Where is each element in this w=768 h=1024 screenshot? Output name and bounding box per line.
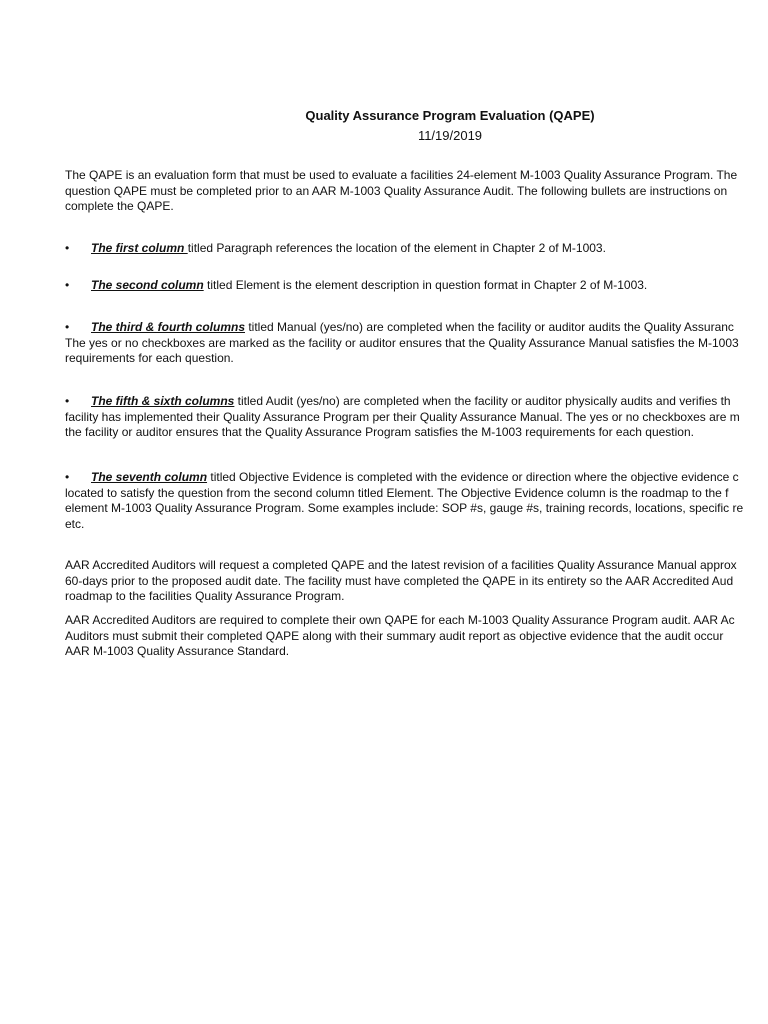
intro-paragraph	[65, 168, 737, 215]
paragraph-line: roadmap to the facilities Quality Assurance Program.	[65, 589, 345, 603]
intro-line: The QAPE is an evaluation form that must be used to evaluate a facilities 24-element M-1003 Quality Assurance Program. The	[65, 168, 738, 182]
bullet-emphasis: The seventh column	[91, 470, 208, 484]
intro-line: complete the QAPE.	[65, 199, 174, 213]
bullet-marker: •	[65, 394, 70, 408]
bullet-marker: •	[65, 470, 70, 484]
bullet-text: titled Objective Evidence is completed with the evidence or direction where the objective evidence c	[207, 470, 739, 484]
paragraph-line: Auditors must submit their completed QAPE along with their summary audit report as objective evidence that the audit occur	[65, 628, 724, 643]
bullet-line	[65, 320, 739, 336]
intro-line: question QAPE must be completed prior to an AAR M-1003 Quality Assurance Audit. The following bullets are instructions on	[65, 183, 728, 198]
paragraph-line: AAR Accredited Auditors are required to complete their own QAPE for each M-1003 Quality Assurance Program audit. AAR Ac	[65, 613, 735, 627]
bullet-emphasis: The first column	[91, 241, 188, 255]
paragraph-line: AAR M-1003 Quality Assurance Standard.	[65, 644, 290, 658]
bullet-continuation: facility has implemented their Quality Assurance Program per their Quality Assurance Manual. The yes or no checkboxes are m	[65, 409, 740, 424]
bullet-line	[65, 278, 647, 294]
bullet-marker: •	[65, 278, 70, 292]
bullet-emphasis: The fifth & sixth columns	[91, 394, 235, 408]
bullet-text: titled Audit (yes/no) are completed when the facility or auditor physically audits and verifies th	[234, 394, 731, 408]
document-title: Quality Assurance Program Evaluation (QAPE)	[305, 108, 595, 123]
bullet-continuation: etc.	[65, 516, 85, 531]
bullet-second-column	[65, 278, 647, 294]
paragraph-line: 60-days prior to the proposed audit date. The facility must have completed the QAPE in its entirety so the AAR Accredited Aud	[65, 573, 734, 588]
bullet-first-column	[65, 241, 606, 257]
bullet-line	[65, 241, 606, 257]
bullet-line	[65, 394, 740, 410]
auditor-requirement-paragraph	[65, 613, 735, 660]
bullet-continuation: located to satisfy the question from the second column titled Element. The Objective Evidence column is the roadmap to the f	[65, 485, 729, 500]
bullet-text: titled Manual (yes/no) are completed when the facility or auditor audits the Quality Assuranc	[245, 320, 734, 334]
bullet-emphasis: The second column	[91, 278, 204, 292]
bullet-emphasis: The third & fourth columns	[91, 320, 245, 334]
bullet-third-fourth-columns	[65, 320, 739, 367]
bullet-text: titled Paragraph references the location of the element in Chapter 2 of M-1003.	[187, 241, 606, 255]
bullet-continuation: the facility or auditor ensures that the Quality Assurance Program satisfies the M-1003 requirements for each question.	[65, 425, 694, 439]
bullet-line	[65, 470, 743, 486]
bullet-text: titled Element is the element description in question format in Chapter 2 of M-1003.	[203, 278, 648, 292]
auditor-request-paragraph	[65, 558, 737, 605]
paragraph-line: AAR Accredited Auditors will request a completed QAPE and the latest revision of a facilities Quality Assurance Manual approx	[65, 558, 737, 572]
bullet-continuation: The yes or no checkboxes are marked as the facility or auditor ensures that the Quality Assurance Manual satisfies the M-1003	[65, 335, 739, 350]
bullet-continuation: element M-1003 Quality Assurance Program. Some examples include: SOP #s, gauge #s, training records, locations, specific re	[65, 501, 744, 515]
document-date: 11/19/2019	[417, 128, 483, 143]
bullet-seventh-column	[65, 470, 743, 532]
bullet-continuation: requirements for each question.	[65, 351, 234, 365]
bullet-marker: •	[65, 241, 70, 255]
bullet-fifth-sixth-columns	[65, 394, 740, 441]
bullet-marker: •	[65, 320, 70, 334]
